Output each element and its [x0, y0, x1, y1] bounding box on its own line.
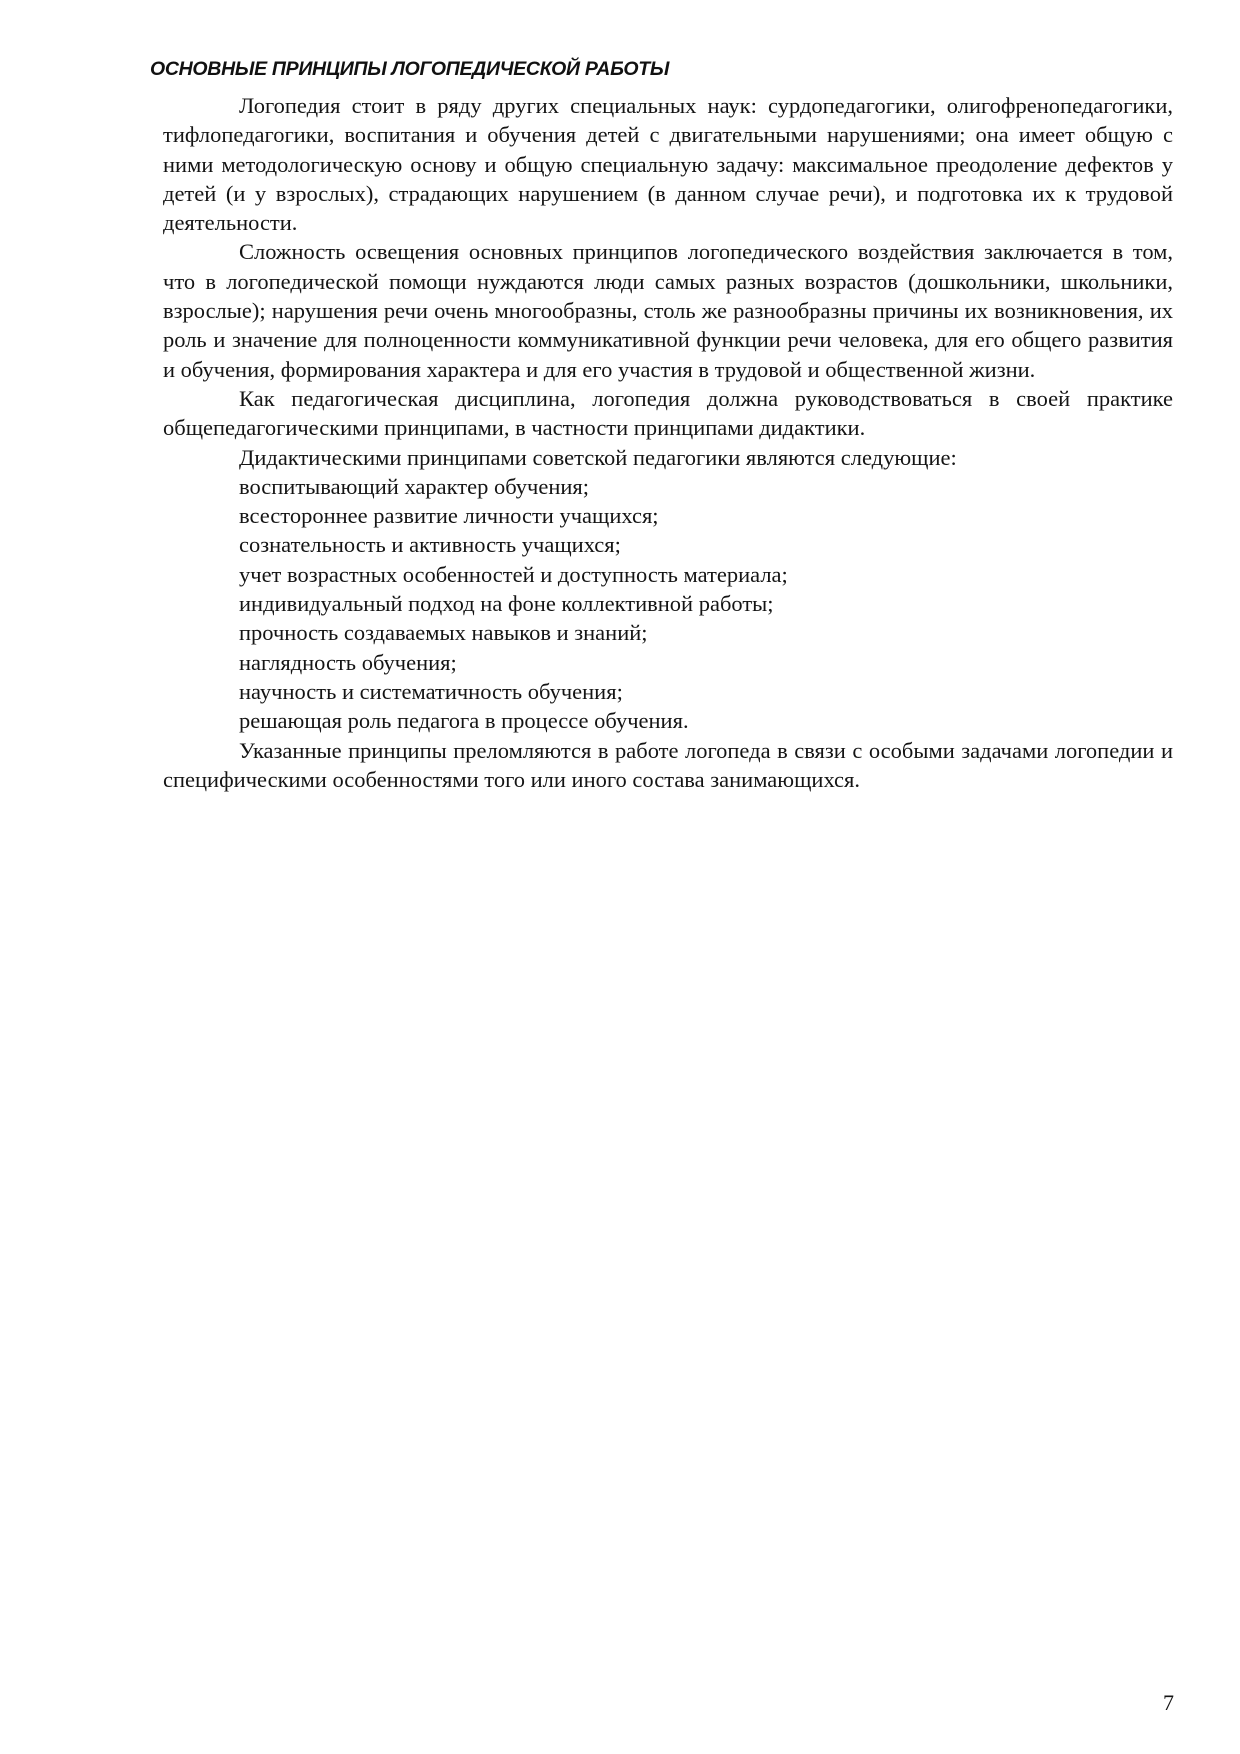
- section-heading: ОСНОВНЫЕ ПРИНЦИПЫ ЛОГОПЕДИЧЕСКОЙ РАБОТЫ: [150, 58, 670, 80]
- list-item: прочность создаваемых навыков и знаний;: [239, 620, 648, 646]
- principles-list: [163, 472, 1173, 736]
- list-item: решающая роль педагога в процессе обучения.: [239, 708, 689, 734]
- paragraph-closing: Указанные принципы преломляются в работе логопеда в связи с особыми задачами логопедии и специфическими особенностями того или иного состава занимающихся.: [163, 737, 1173, 792]
- list-item: всестороннее развитие личности учащихся;: [239, 503, 659, 529]
- paragraph-pedagogy: Как педагогическая дисциплина, логопедия должна руководствоваться в своей практике общепедагогическими принципами, в частности принципами дидактики.: [163, 385, 1173, 441]
- paragraph-intro: Логопедия стоит в ряду других специальных наук: сурдопедагогики, олигофренопедагогики, тифлопедагогики, воспитания и обучения детей с двигательными нарушениями; она имеет общую с ними методологическую основу и общую специальную задачу: максимальное преодоление дефектов у детей (и у взрослых), страдающих нарушением (в данном случае речи), и подготовка их к трудовой деятельности.: [163, 93, 1173, 236]
- list-item: учет возрастных особенностей и доступность материала;: [239, 561, 788, 587]
- paragraph-complexity: Сложность освещения основных принципов логопедического воздействия заключается в том, что в логопедической помощи нуждаются люди самых разных возрастов (дошкольники, школьники, взрослые); нарушения речи очень многообразны, столь же разнообразны причины их возникновения, их роль и значение для полноценности коммуникативной функции речи человека, для его общего развития и обучения, формирования характера и для его участия в трудовой и общественной жизни.: [163, 239, 1173, 382]
- list-item: воспитывающий характер обучения;: [239, 473, 590, 499]
- list-item: индивидуальный подход на фоне коллективной работы;: [239, 591, 774, 617]
- body-text: [163, 91, 1173, 794]
- list-item: сознательность и активность учащихся;: [239, 532, 621, 558]
- paragraph-didactic-lead: Дидактическими принципами советской педагогики являются следующие:: [239, 444, 957, 470]
- page-number: 7: [1163, 1690, 1174, 1715]
- list-item: научность и систематичность обучения;: [239, 678, 623, 704]
- list-item: наглядность обучения;: [239, 649, 457, 675]
